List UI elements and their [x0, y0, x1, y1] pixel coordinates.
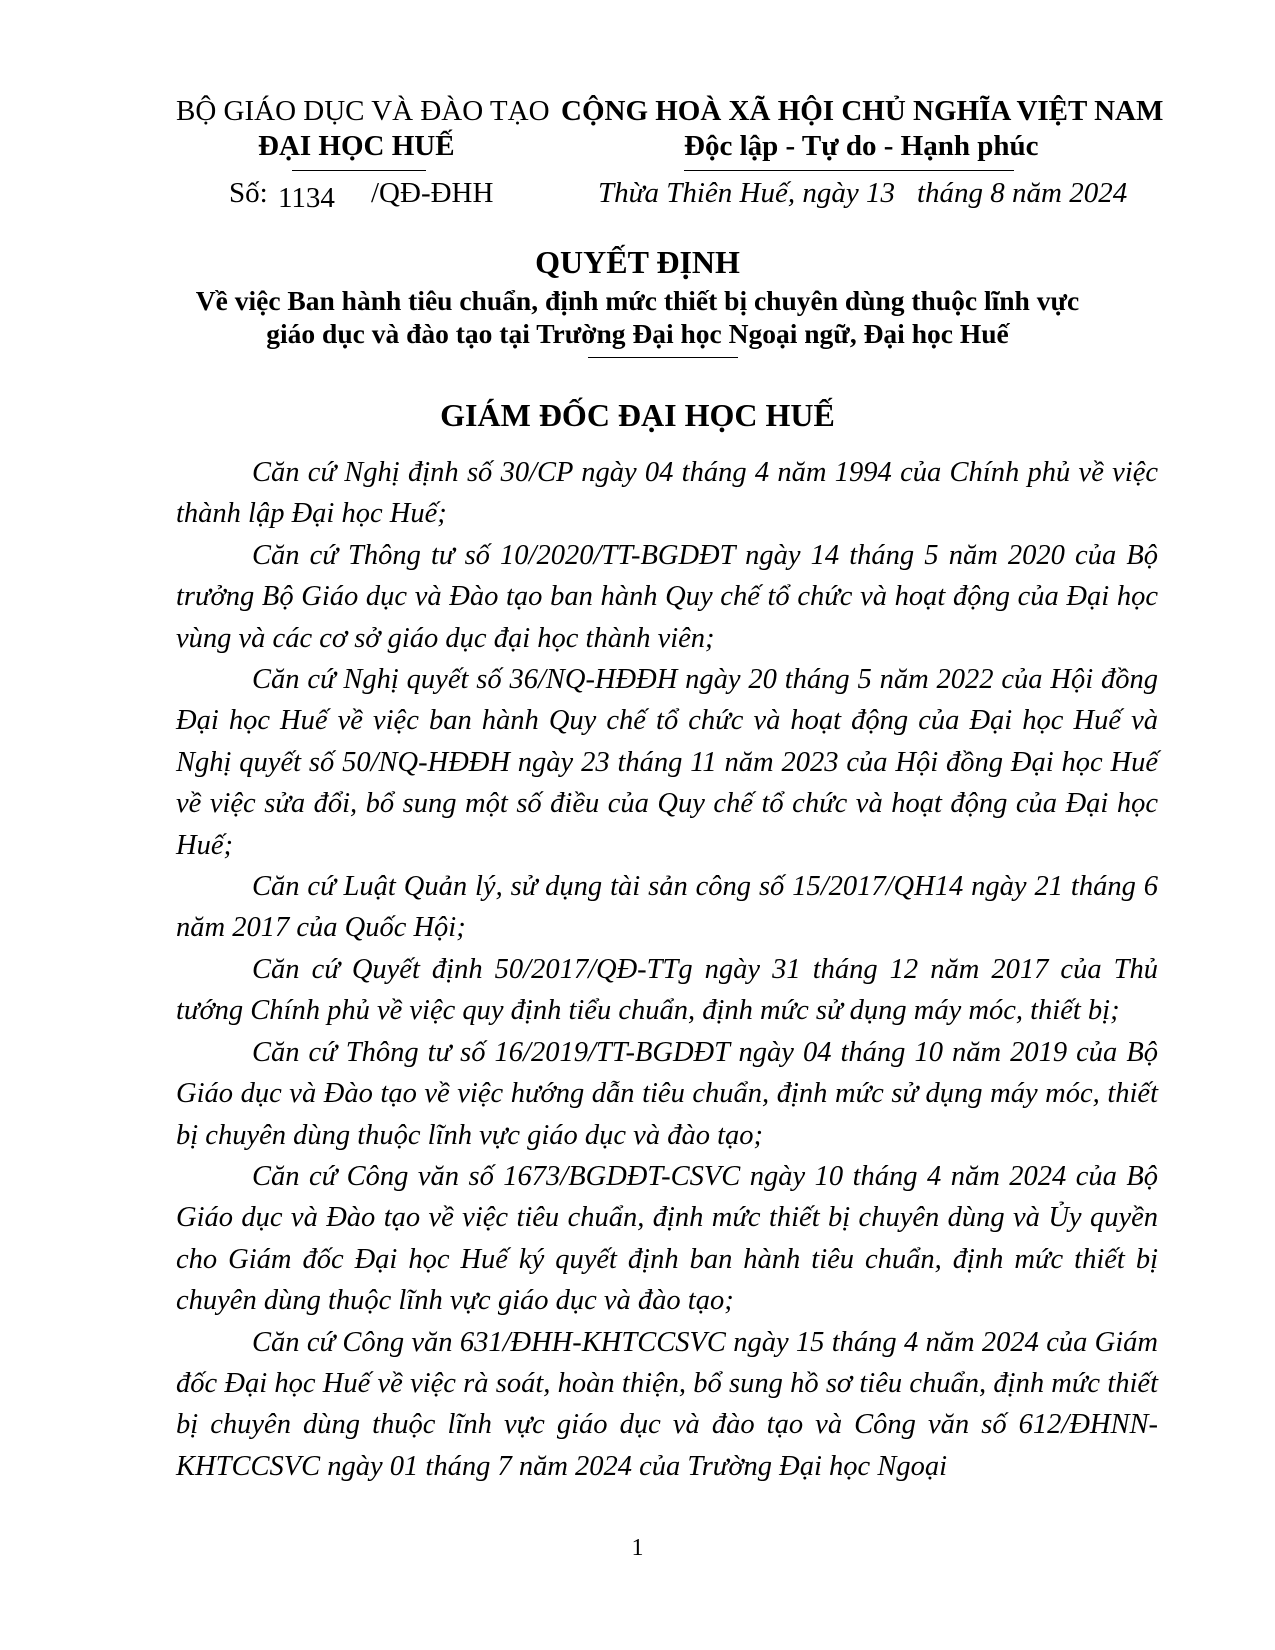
authority-heading: GIÁM ĐỐC ĐẠI HỌC HUẾ: [440, 397, 835, 433]
university-name: ĐẠI HỌC HUẾ: [258, 130, 455, 162]
paragraph-2: Căn cứ Thông tư số 10/2020/TT-BGDĐT ngày 14 tháng 5 năm 2020 của Bộ trưởng Bộ Giáo dục và Đào tạo ban hành Quy chế tổ chức và hoạt động của Đại học vùng và các cơ sở giáo dục đại học thành viên;: [176, 539, 1158, 654]
page-number: 1: [631, 1535, 644, 1561]
paragraph-5: Căn cứ Quyết định 50/2017/QĐ-TTg ngày 31 tháng 12 năm 2017 của Thủ tướng Chính phủ về việc quy định tiểu chuẩn, định mức sử dụng máy móc, thiết bị;: [176, 953, 1158, 1027]
document-type: QUYẾT ĐỊNH: [535, 244, 740, 280]
date-prefix: Thừa Thiên Huế, ngày 13: [598, 177, 895, 209]
paragraph-3: Căn cứ Nghị quyết số 36/NQ-HĐĐH ngày 20 tháng 5 năm 2022 của Hội đồng Đại học Huế về việc ban hành Quy chế tổ chức và hoạt động của Đại học Huế và Nghị quyết số 50/NQ-HĐĐH ngày 23 tháng 11 năm 2023 của Hội đồng Đại học Huế về việc sửa đổi, bổ sung một số điều của Quy chế tổ chức và hoạt động của Đại học Huế;: [176, 664, 1158, 861]
motto-underline: [684, 170, 1014, 171]
subject-line-2: giáo dục và đào tạo tại Trường Đại học Ngoại ngữ, Đại học Huế: [266, 318, 1009, 349]
number-value: 1134: [278, 182, 335, 214]
paragraph-7: Căn cứ Công văn số 1673/BGDĐT-CSVC ngày 10 tháng 4 năm 2024 của Bộ Giáo dục và Đào tạo về việc tiêu chuẩn, định mức thiết bị chuyên dùng và Ủy quyền cho Giám đốc Đại học Huế ký quyết định ban hành tiêu chuẩn, định mức thiết bị chuyên dùng thuộc lĩnh vực giáo dục và đào tạo;: [176, 1160, 1158, 1317]
paragraph-1: Căn cứ Nghị định số 30/CP ngày 04 tháng 4 năm 1994 của Chính phủ về việc thành lập Đại học Huế;: [176, 457, 1158, 530]
university-underline: [292, 170, 426, 171]
paragraph-8: Căn cứ Công văn 631/ĐHH-KHTCCSVC ngày 15 tháng 4 năm 2024 của Giám đốc Đại học Huế về việc rà soát, hoàn thiện, bổ sung hồ sơ tiêu chuẩn, định mức thiết bị chuyên dùng thuộc lĩnh vực giáo dục và đào tạo và Công văn số 612/ĐHNN-KHTCCSVC ngày 01 tháng 7 năm 2024 của Trường Đại học Ngoại: [176, 1326, 1158, 1482]
national-motto: Độc lập - Tự do - Hạnh phúc: [684, 130, 1039, 162]
ministry-name: BỘ GIÁO DỤC VÀ ĐÀO TẠO: [176, 95, 550, 127]
paragraph-4: Căn cứ Luật Quản lý, sử dụng tài sản công số 15/2017/QH14 ngày 21 tháng 6 năm 2017 của Quốc Hội;: [176, 871, 1158, 944]
document-body: [176, 452, 1158, 1487]
subject-line-1: Về việc Ban hành tiêu chuẩn, định mức thiết bị chuyên dùng thuộc lĩnh vực: [195, 285, 1080, 316]
number-suffix: /QĐ-ĐHH: [371, 177, 494, 209]
date-suffix: tháng 8 năm 2024: [917, 177, 1128, 209]
number-label: Số:: [229, 177, 268, 209]
paragraph-6: Căn cứ Thông tư số 16/2019/TT-BGDĐT ngày 04 tháng 10 năm 2019 của Bộ Giáo dục và Đào tạo về việc hướng dẫn tiêu chuẩn, định mức sử dụng máy móc, thiết bị chuyên dùng thuộc lĩnh vực giáo dục và đào tạo;: [176, 1036, 1158, 1151]
country-name: CỘNG HOÀ XÃ HỘI CHỦ NGHĨA VIỆT NAM: [561, 95, 1164, 127]
subject-underline: [588, 357, 738, 358]
